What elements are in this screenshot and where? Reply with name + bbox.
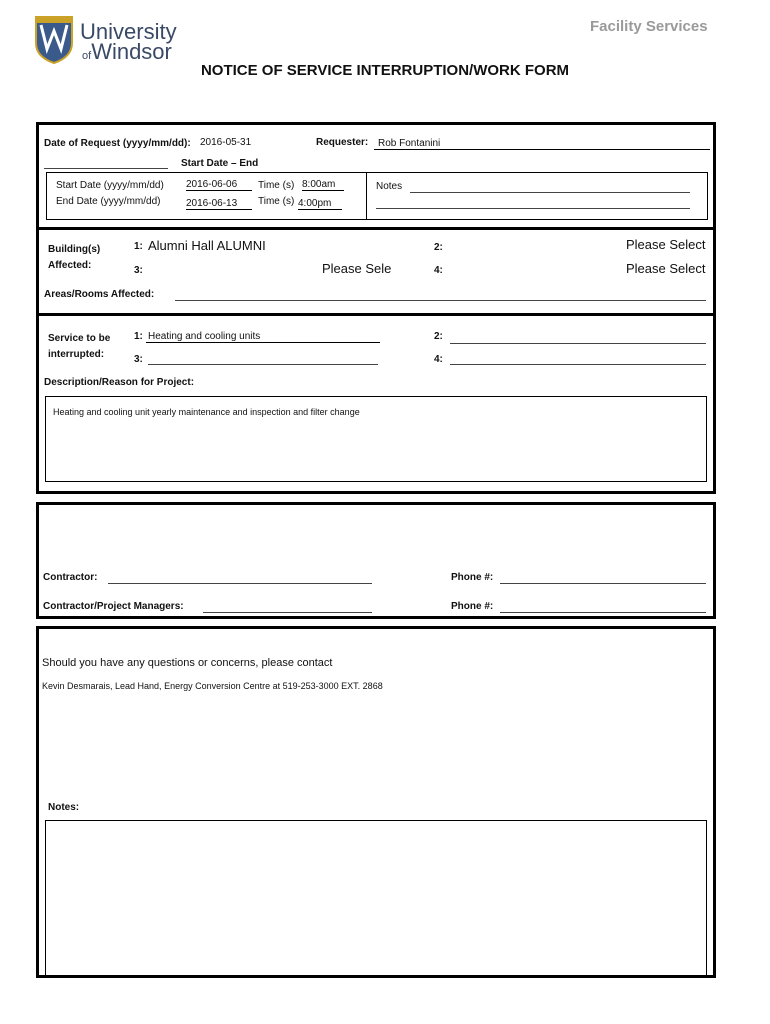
- building-3-number: 3:: [134, 265, 143, 276]
- section-divider: [36, 313, 716, 316]
- contractor-field[interactable]: [108, 573, 372, 584]
- contractor-phone-field[interactable]: [500, 573, 706, 584]
- requester-label: Requester:: [316, 137, 369, 148]
- requester-field[interactable]: Rob Fontanini: [374, 138, 710, 150]
- buildings-label-line1: Building(s): [48, 244, 101, 255]
- department-name: Facility Services: [590, 18, 708, 35]
- university-wordmark: [80, 19, 177, 66]
- end-date-label: End Date (yyyy/mm/dd): [56, 196, 161, 207]
- contact-intro: Should you have any questions or concerns, please contact: [42, 657, 333, 669]
- contractor-label: Contractor:: [43, 572, 98, 583]
- notes-label: Notes: [376, 181, 403, 192]
- service-2-field[interactable]: [450, 333, 706, 344]
- service-label: [48, 331, 110, 363]
- service-label-line2: interrupted:: [48, 349, 105, 360]
- section-divider: [36, 227, 716, 230]
- university-shield-logo: [34, 15, 74, 65]
- buildings-label-line2: Affected:: [48, 260, 92, 271]
- building-4-select[interactable]: Please Select: [626, 261, 706, 276]
- service-3-field[interactable]: [148, 354, 378, 365]
- building-4-number: 4:: [434, 265, 443, 276]
- start-time-label: Time (s): [258, 180, 295, 191]
- university-of: of: [82, 50, 92, 62]
- managers-phone-label: Phone #:: [451, 601, 494, 612]
- notes-field-line2[interactable]: [376, 198, 690, 209]
- building-1-select[interactable]: Alumni Hall ALUMNI: [148, 238, 266, 253]
- building-2-number: 2:: [434, 242, 443, 253]
- contractor-phone-label: Phone #:: [451, 572, 494, 583]
- date-of-request-field[interactable]: 2016-05-31: [200, 137, 252, 148]
- form-title: NOTICE OF SERVICE INTERRUPTION/WORK FORM: [200, 62, 570, 79]
- start-time-field[interactable]: 8:00am: [302, 179, 344, 191]
- building-1-number: 1:: [134, 241, 143, 252]
- project-managers-label: Contractor/Project Managers:: [43, 601, 184, 612]
- university-line1: University: [80, 19, 177, 44]
- project-managers-field[interactable]: [203, 602, 372, 613]
- service-1-number: 1:: [134, 331, 143, 342]
- start-end-line: [44, 158, 168, 169]
- end-time-label: Time (s): [258, 196, 295, 207]
- date-of-request-label: Date of Request (yyyy/mm/dd):: [44, 138, 191, 149]
- areas-affected-label: Areas/Rooms Affected:: [44, 289, 155, 300]
- notes-section-label: Notes:: [48, 802, 80, 813]
- end-date-field[interactable]: 2016-06-13: [186, 198, 252, 210]
- start-date-label: Start Date (yyyy/mm/dd): [56, 180, 164, 191]
- dates-box-divider: [366, 172, 367, 220]
- service-2-number: 2:: [434, 331, 443, 342]
- university-line2: Windsor: [91, 39, 172, 64]
- start-end-label: Start Date – End: [181, 158, 259, 169]
- service-label-line1: Service to be: [48, 333, 111, 344]
- building-3-select[interactable]: Please Sele: [322, 261, 392, 276]
- buildings-label: [48, 242, 100, 274]
- service-3-number: 3:: [134, 354, 143, 365]
- notes-textarea[interactable]: [45, 820, 707, 978]
- areas-affected-field[interactable]: [175, 290, 706, 301]
- contact-details: Kevin Desmarais, Lead Hand, Energy Conversion Centre at 519-253-3000 EXT. 2868: [42, 681, 383, 691]
- description-text: Heating and cooling unit yearly maintenance and inspection and filter change: [53, 407, 360, 417]
- description-label: Description/Reason for Project:: [44, 377, 195, 388]
- service-4-number: 4:: [434, 354, 443, 365]
- service-4-field[interactable]: [450, 354, 706, 365]
- start-date-field[interactable]: 2016-06-06: [186, 179, 252, 191]
- service-1-field[interactable]: Heating and cooling units: [146, 331, 380, 343]
- notes-field[interactable]: [410, 182, 690, 193]
- managers-phone-field[interactable]: [500, 602, 706, 613]
- building-2-select[interactable]: Please Select: [626, 237, 706, 252]
- end-time-field[interactable]: 4:00pm: [298, 198, 342, 210]
